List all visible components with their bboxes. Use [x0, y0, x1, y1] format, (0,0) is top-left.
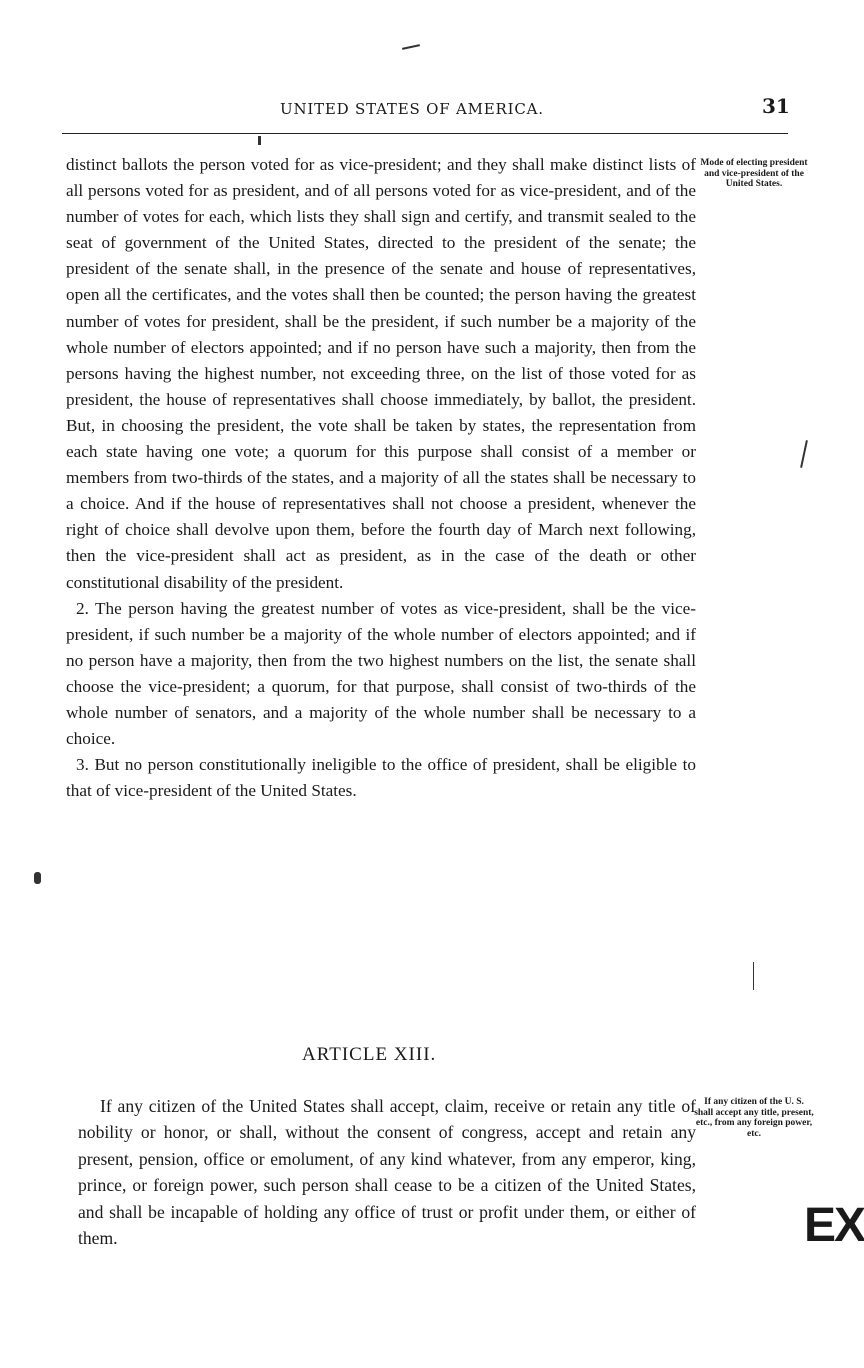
margin-note-titles-of-nobility: If any citizen of the U. S. shall accept any title, present, etc., from any foreign power, etc.	[694, 1097, 814, 1139]
scan-speck	[800, 440, 808, 468]
edge-text-fragment: EX	[804, 1199, 864, 1252]
scan-speck	[34, 872, 41, 884]
scan-speck	[258, 136, 261, 145]
margin-note-electing-president: Mode of electing president and vice-president of the United States.	[700, 158, 808, 190]
paragraph-continued: distinct ballots the person voted for as vice-president; and they shall make distinct lists of all persons voted for as president, and of all persons voted for as vice-president, and of the number of votes for each, which lists they shall sign and certify, and transmit sealed to the seat of government of the United States, directed to the president of the senate; the president of the senate shall, in the presence of the senate and house of representatives, open all the certificates, and the votes shall then be counted; the person having the greatest number of votes for president, shall be the president, if such number be a majority of the whole number of electors appointed; and if no person have such a majority, then from the persons having the highest number, not exceeding three, on the list of those voted for as president, the house of representatives shall choose immediately, by ballot, the president. But, in choosing the president, the vote shall be taken by states, the representation from each state having one vote; a quorum for this purpose shall consist of a member or members from two-thirds of the states, and a majority of all the states shall be necessary to a choice. And if the house of representatives shall not choose a president, whenever the right of choice shall devolve upon them, before the fourth day of March next following, then the vice-president shall act as president, as in the case of the death or other constitutional disability of the president.	[66, 155, 696, 592]
paragraph-clause-3: 3. But no person constitutionally ineligible to the office of president, shall be eligible to that of vice-president of the United States.	[66, 755, 696, 801]
scan-speck	[753, 962, 754, 990]
scan-speck	[402, 44, 420, 50]
running-head: UNITED STATES OF AMERICA.	[280, 100, 544, 118]
article-text: If any citizen of the United States shall accept, claim, receive or retain any title of nobility or honor, or shall, without the consent of congress, accept and retain any present, pension, office or emolument, of any kind whatever, from any emperor, king, prince, or foreign power, such person shall cease to be a citizen of the United States, and shall be incapable of holding any office of trust or profit under them, or either of them.	[78, 1096, 696, 1249]
article-heading: ARTICLE XIII.	[302, 1044, 437, 1065]
body-text	[66, 152, 696, 804]
header-rule	[62, 133, 788, 134]
paragraph-clause-2: 2. The person having the greatest number of votes as vice-president, shall be the vice-president, if such number be a majority of the whole number of electors appointed; and if no person have a majority, then from the two highest numbers on the list, the senate shall choose the vice-president; a quorum, for that purpose, shall consist of two-thirds of the whole number of senators, and a majority of the whole number shall be necessary to a choice.	[66, 598, 696, 749]
page-number: 31	[762, 94, 790, 118]
